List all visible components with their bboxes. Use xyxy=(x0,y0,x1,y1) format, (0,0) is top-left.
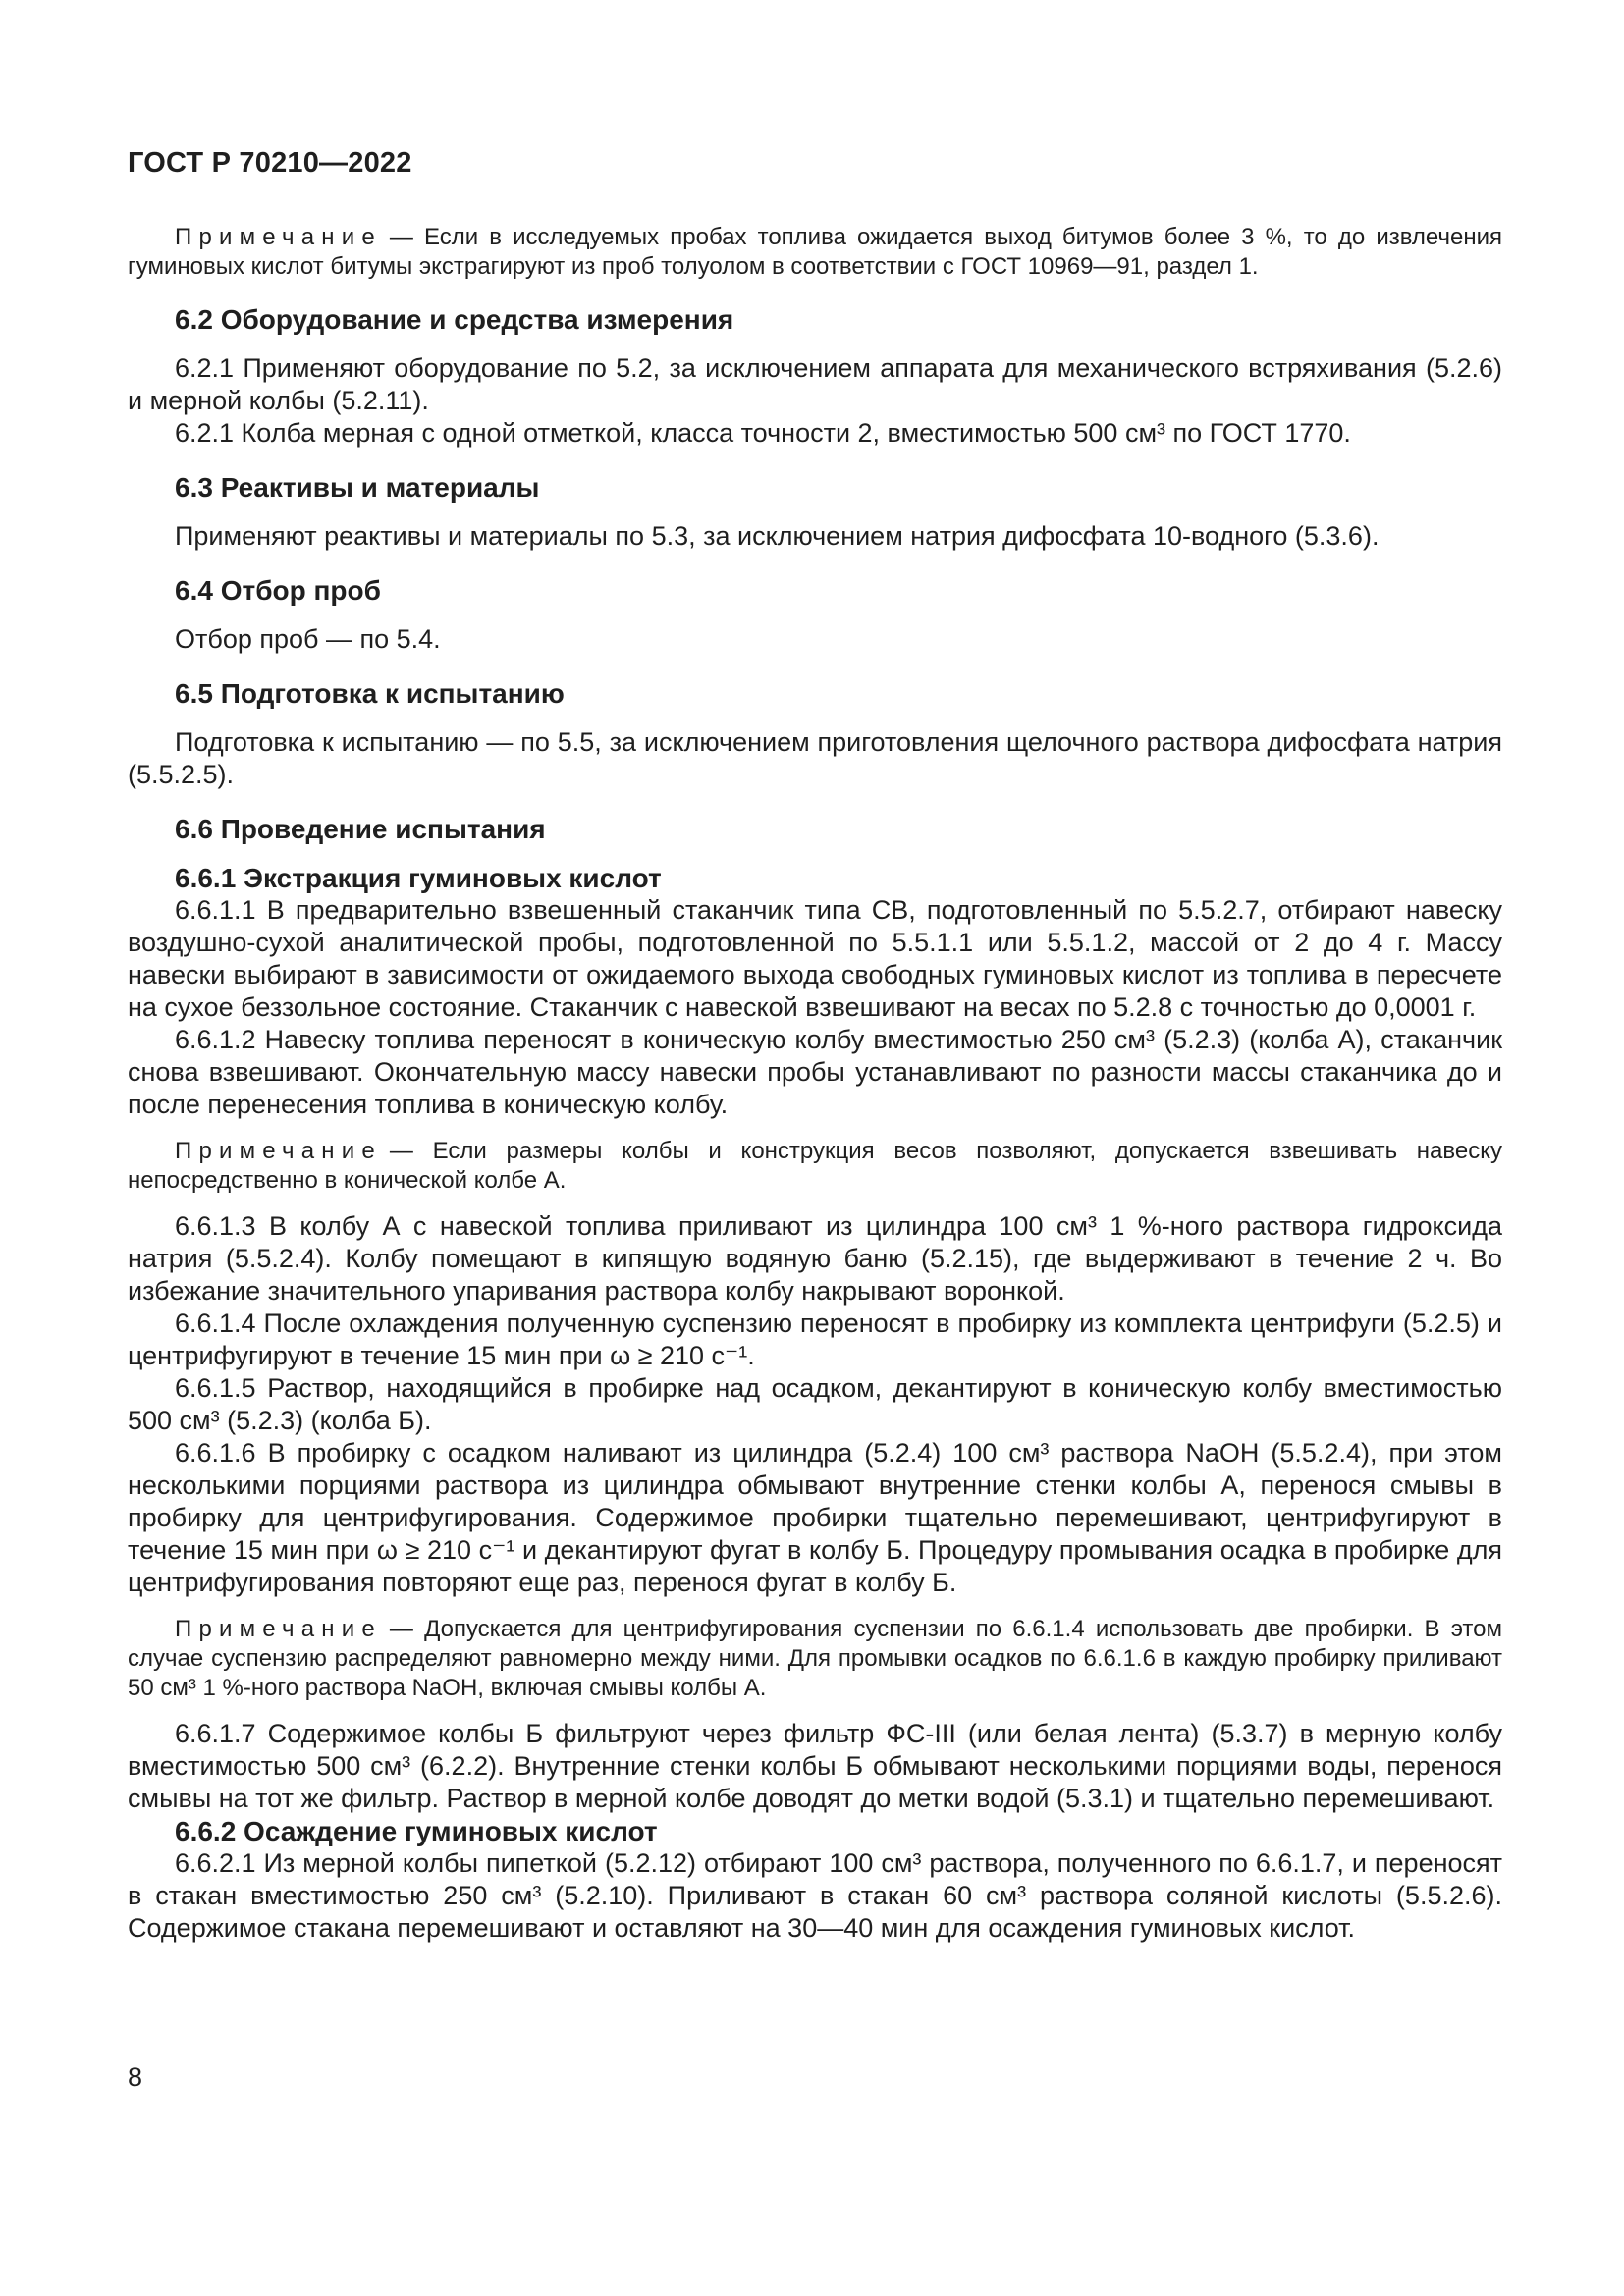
page-content xyxy=(128,147,1502,1945)
paragraph-6-6-1-4: 6.6.1.4 После охлаждения полученную суспензию переносят в пробирку из комплекта центрифуги (5.2.5) и центрифугируют в течение 15 мин при ω ≥ 210 с⁻¹. xyxy=(128,1308,1502,1370)
paragraph-6-2-1-flask: 6.2.1 Колба мерная с одной отметкой, класса точности 2, вместимостью 500 см³ по ГОСТ 1770. xyxy=(175,418,1351,448)
paragraph-6-6-1-2: 6.6.1.2 Навеску топлива переносят в коническую колбу вместимостью 250 см³ (5.2.3) (колба А), стаканчик снова взвешивают. Окончательную массу навески пробы устанавливают по разности массы стаканчика до и после перенесения топлива в коническую колбу. xyxy=(128,1025,1502,1119)
paragraph-6-6-1-3: 6.6.1.3 В колбу А с навеской топлива приливают из цилиндра 100 см³ 1 %-ного раствора гидроксида натрия (5.5.2.4). Колбу помещают в кипящую водяную баню (5.2.15), где выдерживают в течение 2 ч. Во избежание значительного упаривания раствора колбу накрывают воронкой. xyxy=(128,1211,1502,1306)
doc-number-header: ГОСТ Р 70210—2022 xyxy=(128,147,412,179)
note-label: Примечание xyxy=(175,224,382,250)
paragraph-6-6-2-1: 6.6.2.1 Из мерной колбы пипеткой (5.2.12) отбирают 100 см³ раствора, полученного по 6.6.1.7, и переносят в стакан вместимостью 250 см³ (5.2.10). Приливают в стакан 60 см³ раствора соляной кислоты (5.5.2.6). Содержимое стакана перемешивают и оставляют на 30—40 мин для осаждения гуминовых кислот. xyxy=(128,1848,1502,1943)
note-two-tubes xyxy=(128,1615,1502,1703)
heading-6-6-2-precipitation: 6.6.2 Осаждение гуминовых кислот xyxy=(175,1816,658,1846)
paragraph-6-5-preparation: Подготовка к испытанию — по 5.5, за исключением приготовления щелочного раствора дифосфата натрия (5.5.2.5). xyxy=(128,727,1502,789)
heading-6-6-test-procedure: 6.6 Проведение испытания xyxy=(175,814,546,844)
note-label: Примечание xyxy=(175,1616,382,1642)
note-label: Примечание xyxy=(175,1138,382,1164)
heading-6-6-1-extraction: 6.6.1 Экстракция гуминовых кислот xyxy=(175,863,662,893)
note-bitumen-extraction xyxy=(128,223,1502,282)
heading-6-5-preparation: 6.5 Подготовка к испытанию xyxy=(175,678,565,709)
note-text: — Допускается для центрифугирования суспензии по 6.6.1.4 использовать две пробирки. В этом случае суспензию распределяют равномерно между ними. Для промывки осадков по 6.6.1.6 в каждую пробирку приливают 50 см³ 1 %-ного раствора NaOH, включая смывы колбы А. xyxy=(128,1616,1502,1701)
heading-6-3-reagents: 6.3 Реактивы и материалы xyxy=(175,472,540,503)
note-text: — Если размеры колбы и конструкция весов позволяют, допускается взвешивать навеску непосредственно в конической колбе А. xyxy=(128,1138,1502,1194)
paragraph-6-2-1-equipment: 6.2.1 Применяют оборудование по 5.2, за исключением аппарата для механического встряхивания (5.2.6) и мерной колбы (5.2.11). xyxy=(128,353,1502,415)
note-flask-weighing xyxy=(128,1137,1502,1196)
page-number: 8 xyxy=(128,2062,143,2092)
paragraph-6-6-1-5: 6.6.1.5 Раствор, находящийся в пробирке над осадком, декантируют в коническую колбу вместимостью 500 см³ (5.2.3) (колба Б). xyxy=(128,1373,1502,1435)
paragraph-6-6-1-1: 6.6.1.1 В предварительно взвешенный стаканчик типа СВ, подготовленный по 5.5.2.7, отбирают навеску воздушно-сухой аналитической пробы, подготовленной по 5.5.1.1 или 5.5.1.2, массой от 2 до 4 г. Массу навески выбирают в зависимости от ожидаемого выхода свободных гуминовых кислот из топлива в пересчете на сухое беззольное состояние. Стаканчик с навеской взвешивают на весах по 5.2.8 с точностью до 0,0001 г. xyxy=(128,895,1502,1022)
heading-6-2-equipment: 6.2 Оборудование и средства измерения xyxy=(175,304,734,335)
paragraph-6-4-sampling: Отбор проб — по 5.4. xyxy=(175,624,441,654)
note-text: — Если в исследуемых пробах топлива ожидается выход битумов более 3 %, то до извлечения гуминовых кислот битумы экстрагируют из проб толуолом в соответствии с ГОСТ 10969—91, раздел 1. xyxy=(128,224,1502,280)
paragraph-6-6-1-6: 6.6.1.6 В пробирку с осадком наливают из цилиндра (5.2.4) 100 см³ раствора NaOH (5.5.2.4), при этом несколькими порциями раствора из цилиндра обмывают внутренние стенки колбы А, перенося смывы в пробирку для центрифугирования. Содержимое пробирки тщательно перемешивают, центрифугируют в течение 15 мин при ω ≥ 210 с⁻¹ и декантируют фугат в колбу Б. Процедуру промывания осадка в пробирке для центрифугирования повторяют еще раз, перенося фугат в колбу Б. xyxy=(128,1438,1502,1597)
paragraph-6-6-1-7: 6.6.1.7 Содержимое колбы Б фильтруют через фильтр ФС-III (или белая лента) (5.3.7) в мерную колбу вместимостью 500 см³ (6.2.2). Внутренние стенки колбы Б обмывают несколькими порциями воды, перенося смывы на тот же фильтр. Раствор в мерной колбе доводят до метки водой (5.3.1) и тщательно перемешивают. xyxy=(128,1719,1502,1813)
heading-6-4-sampling: 6.4 Отбор проб xyxy=(175,575,381,606)
paragraph-6-3-reagents: Применяют реактивы и материалы по 5.3, за исключением натрия дифосфата 10-водного (5.3.6). xyxy=(175,521,1380,551)
